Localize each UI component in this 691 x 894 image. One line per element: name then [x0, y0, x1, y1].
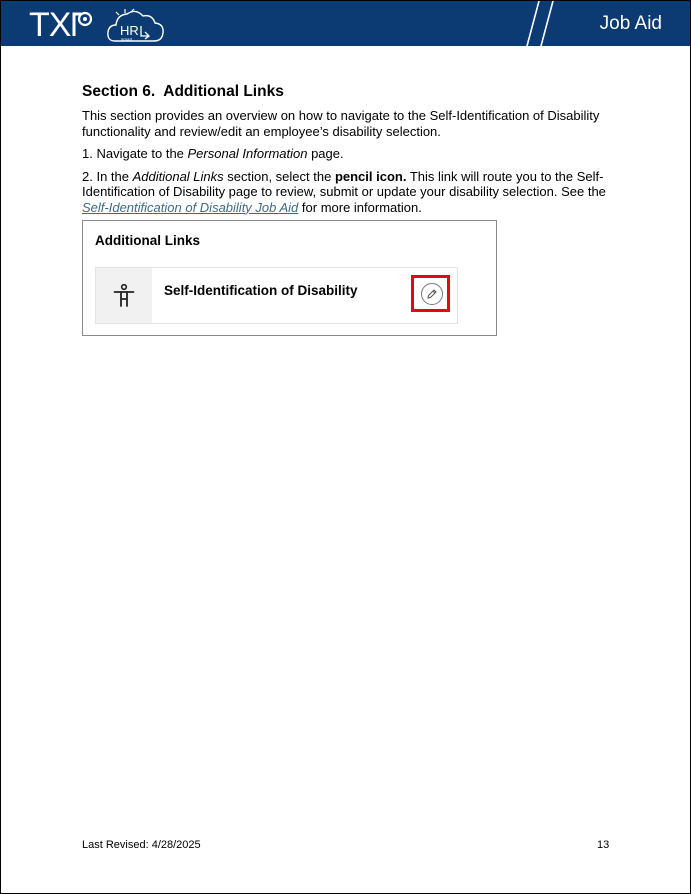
pencil-icon-text: pencil icon.	[334, 168, 407, 184]
txp-logo-mark-icon	[71, 10, 93, 38]
step-1: 1. Navigate to the Personal Information page.	[82, 146, 344, 161]
header-title: Job Aid	[599, 13, 662, 34]
intro-paragraph: This section provides an overview on how to navigate to the Self-Identification of Disability functionality and review/edit an employee’s disability selection.	[82, 108, 600, 139]
accessibility-person-icon	[113, 284, 135, 308]
panel-title: Additional Links	[95, 233, 201, 248]
page-number: 13	[597, 839, 610, 851]
additional-links-screenshot	[82, 220, 497, 336]
link-icon-box	[96, 268, 152, 323]
hr-logo-text: HR	[120, 23, 139, 38]
self-identification-link-card[interactable]	[95, 267, 458, 324]
section-heading	[82, 82, 622, 102]
hr-smart-cloud-logo	[105, 4, 167, 46]
self-identification-link-label: Self-Identification of Disability	[164, 283, 358, 298]
red-highlight-box	[411, 275, 450, 312]
job-aid-link[interactable]: Self-Identification of Disability Job Aid	[82, 199, 299, 215]
step-2: 2. In the Additional Links section, select the pencil icon. This link will route you to the Self-Identification of Disability page to review, submit or update your disability selection. See the Self-Identification of Disability Job Aid for more information.	[82, 168, 606, 215]
section-title: Additional Links	[163, 83, 284, 100]
content-area	[82, 82, 622, 222]
last-revised: Last Revised: 4/28/2025	[82, 839, 201, 851]
txp-logo-text: TX	[29, 6, 71, 44]
header-bar	[1, 1, 690, 46]
section-name: Additional Links	[132, 168, 224, 184]
pencil-icon	[426, 288, 438, 300]
page-name: Personal Information	[187, 146, 308, 161]
section-number: Section 6.	[82, 83, 156, 100]
edit-pencil-button[interactable]	[421, 283, 443, 305]
hr-logo-subtext: smart	[121, 37, 133, 42]
header-slash-decoration	[521, 1, 561, 46]
